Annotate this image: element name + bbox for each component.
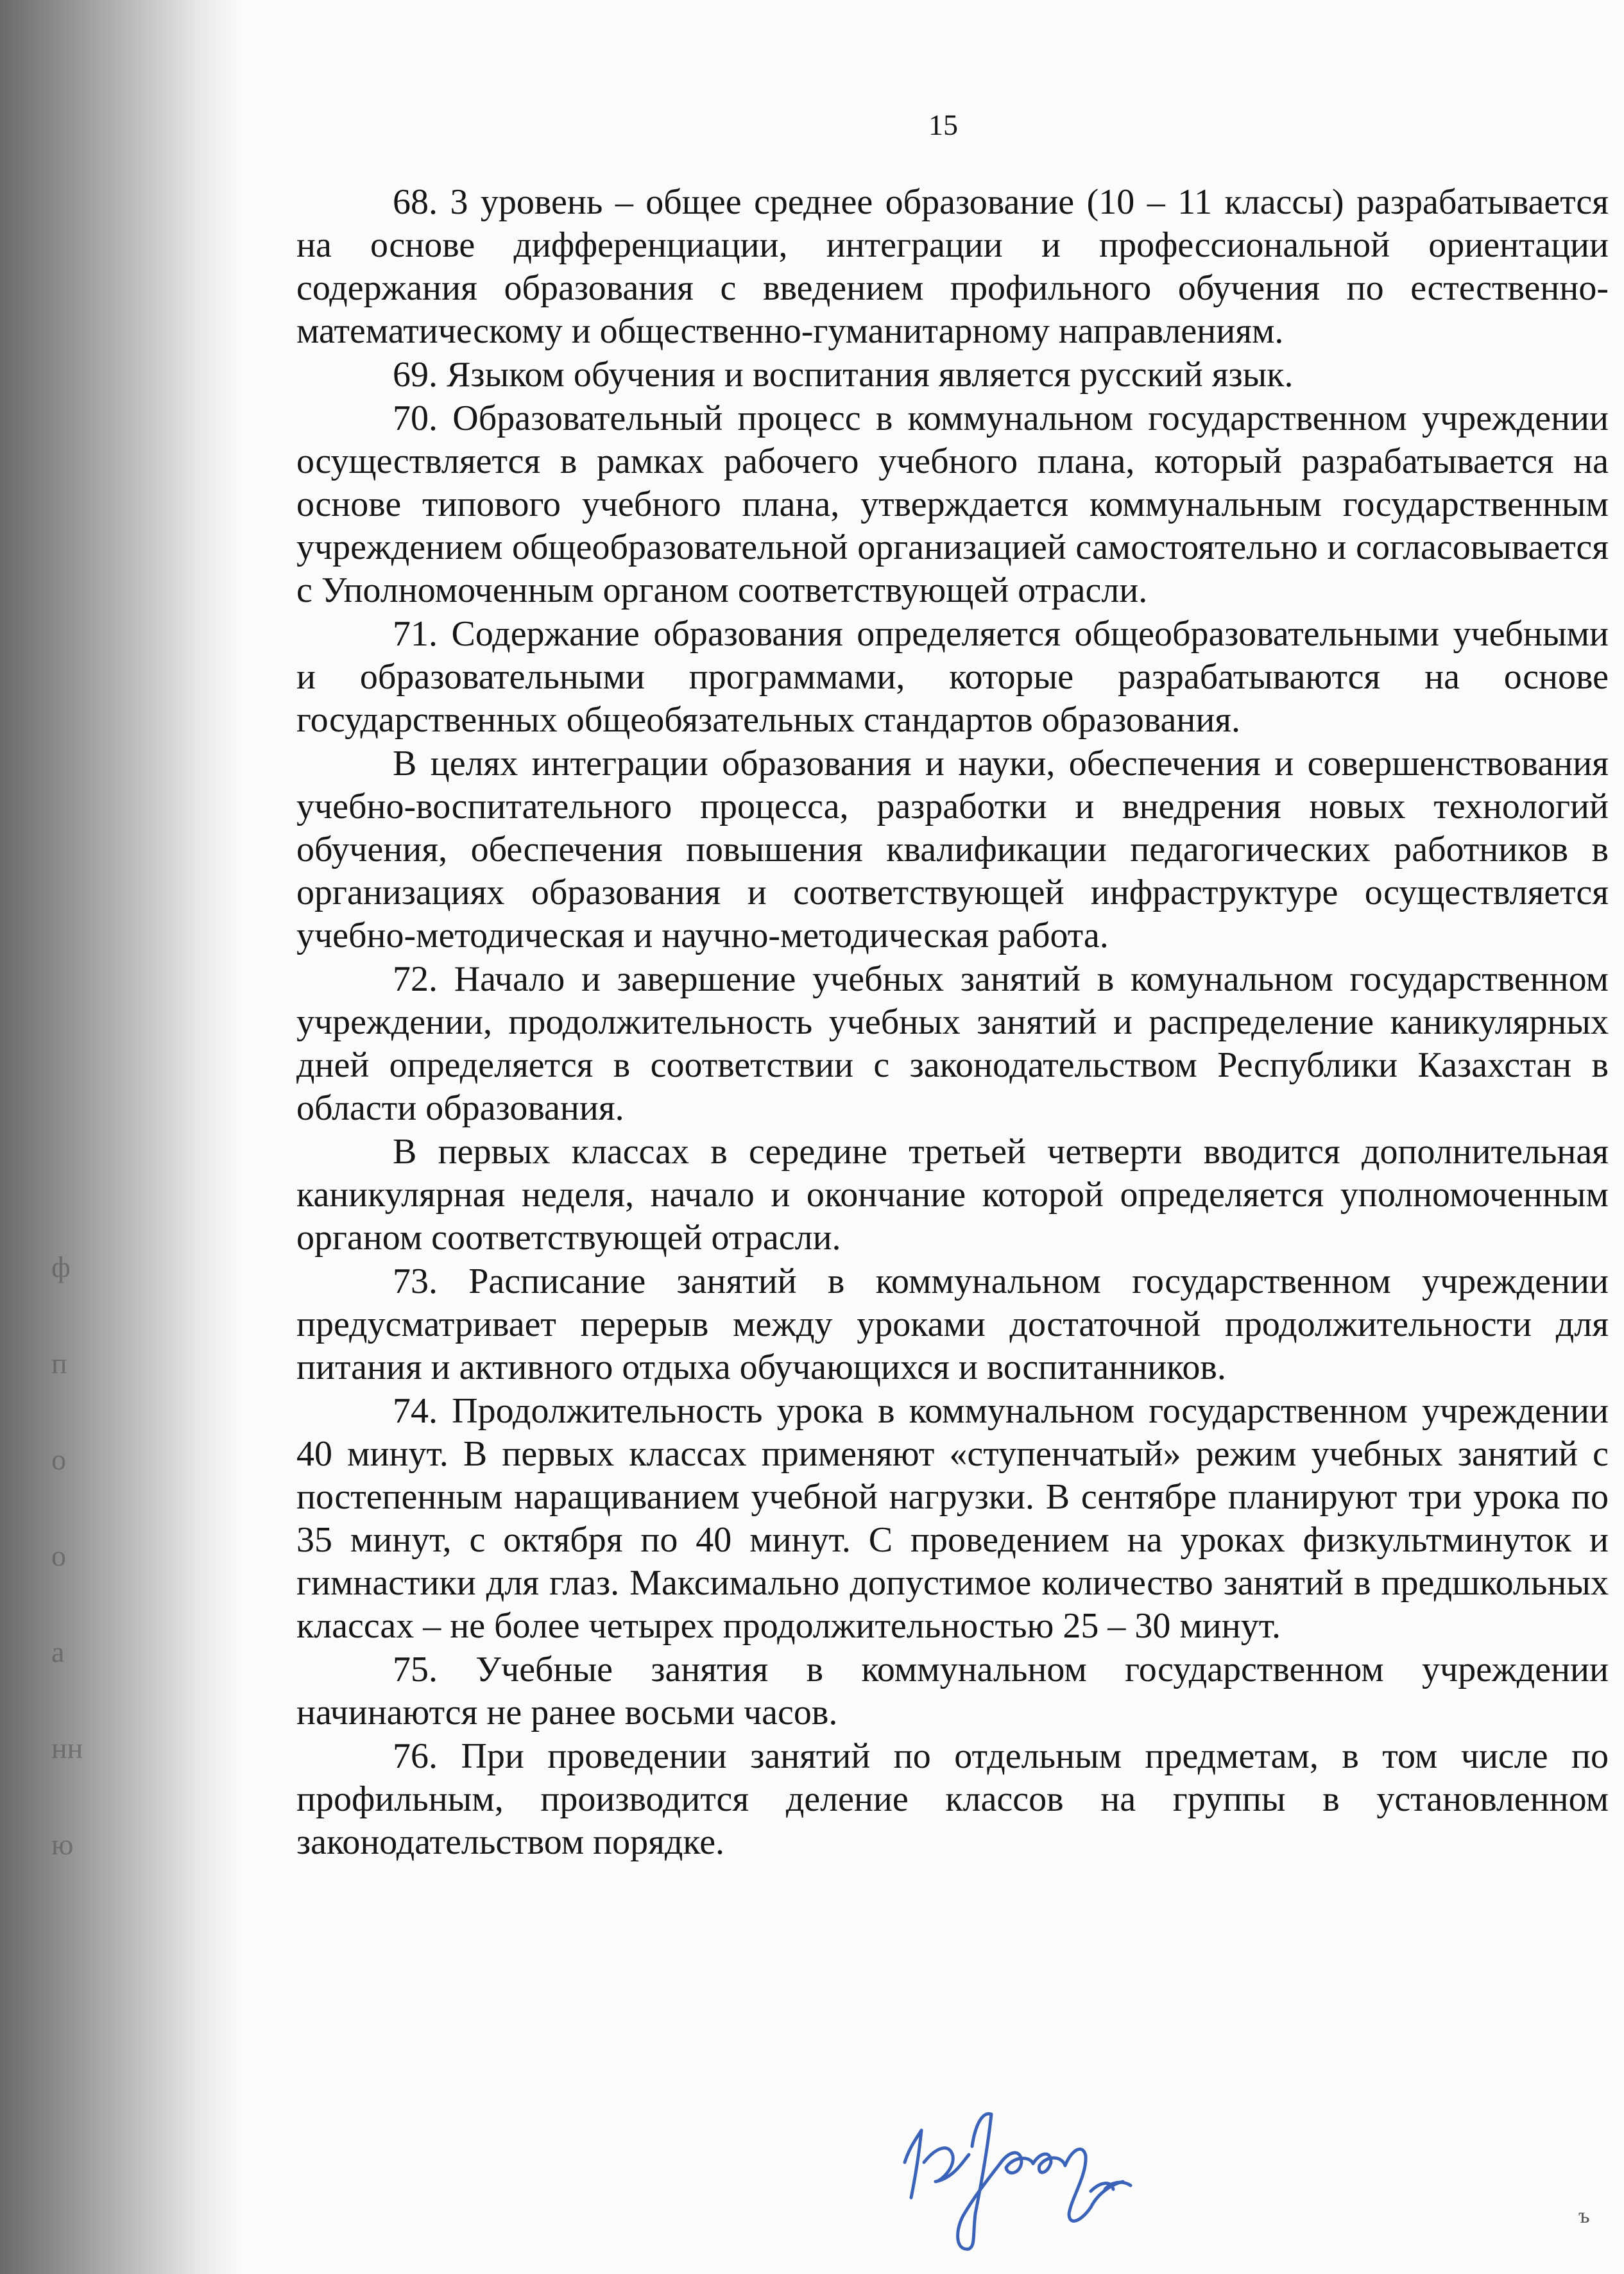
handwritten-signature (879, 2085, 1149, 2259)
paragraph-68: 68. 3 уровень – общее среднее образование (10 – 11 классы) разрабатывается на основе дифференциации, интеграции и профессиональной ориентации содержания образования с введением профильного обучения по естественно-математическому и общественно-гуманитарному направлениям. (296, 182, 1609, 351)
paragraph-74: 74. Продолжительность урока в коммунальном государственном учреждении 40 минут. В первых классах применяют «ступенчатый» режим учебных занятий с постепенным наращиванием учебной нагрузки. В сентябре планируют три урока по 35 минут, с октября по 40 минут. С проведением на уроках физкультминуток и гимнастики для глаз. Максимально допустимое количество занятий в предшкольных классах – не более четырех продолжительностью 25 – 30 минут. (296, 1391, 1609, 1646)
paragraph-73: 73. Расписание занятий в коммунальном государственном учреждении предусматривает перерыв между уроками достаточной продолжительности для питания и активного отдыха обучающихся и воспитанников. (296, 1261, 1609, 1387)
paragraph-71-continued: В целях интеграции образования и науки, обеспечения и совершенствования учебно-воспитательного процесса, разработки и внедрения новых технологий обучения, обеспечения повышения квалификации педагогических работников в организациях образования и соответствующей инфраструктуре осуществляется учебно-методическая и научно-методическая работа. (296, 744, 1609, 955)
paragraph-69: 69. Языком обучения и воспитания является русский язык. (393, 355, 1294, 395)
paragraph-72-continued: В первых классах в середине третьей четверти вводится дополнительная каникулярная неделя, начало и окончание которой определяется уполномоченным органом соответствующей отрасли. (296, 1132, 1609, 1258)
paragraph-72: 72. Начало и завершение учебных занятий в комунальном государственном учреждении, продолжительность учебных занятий и распределение каникулярных дней определяется в соответствии с законодательством Республики Казахстан в области образования. (296, 959, 1609, 1128)
page-number: 15 (928, 108, 958, 141)
paragraph-75: 75. Учебные занятия в коммунальном государственном учреждении начинаются не ранее восьми часов. (296, 1650, 1609, 1732)
paragraph-70: 70. Образовательный процесс в коммунальном государственном учреждении осуществляется в рамках рабочего учебного плана, который разрабатывается на основе типового учебного плана, утверждается коммунальным государственным учреждением общеобразовательной организацией самостоятельно и согласовывается с Уполномоченным органом соответствующей отрасли. (296, 398, 1609, 610)
scan-binding-shadow (0, 0, 244, 2274)
scan-speck-mark: ъ (1578, 2204, 1590, 2228)
paragraph-76: 76. При проведении занятий по отдельным предметам, в том числе по профильным, производится деление классов на группы в установленном законодательством порядке. (296, 1736, 1609, 1862)
document-body (296, 181, 1609, 1865)
bleed-through-marks: ф п о о а нн ю (51, 1251, 83, 1861)
paragraph-71: 71. Содержание образования определяется общеобразовательными учебными и образовательными программами, которые разрабатываются на основе государственных общеобязательных стандартов образования. (296, 614, 1609, 740)
